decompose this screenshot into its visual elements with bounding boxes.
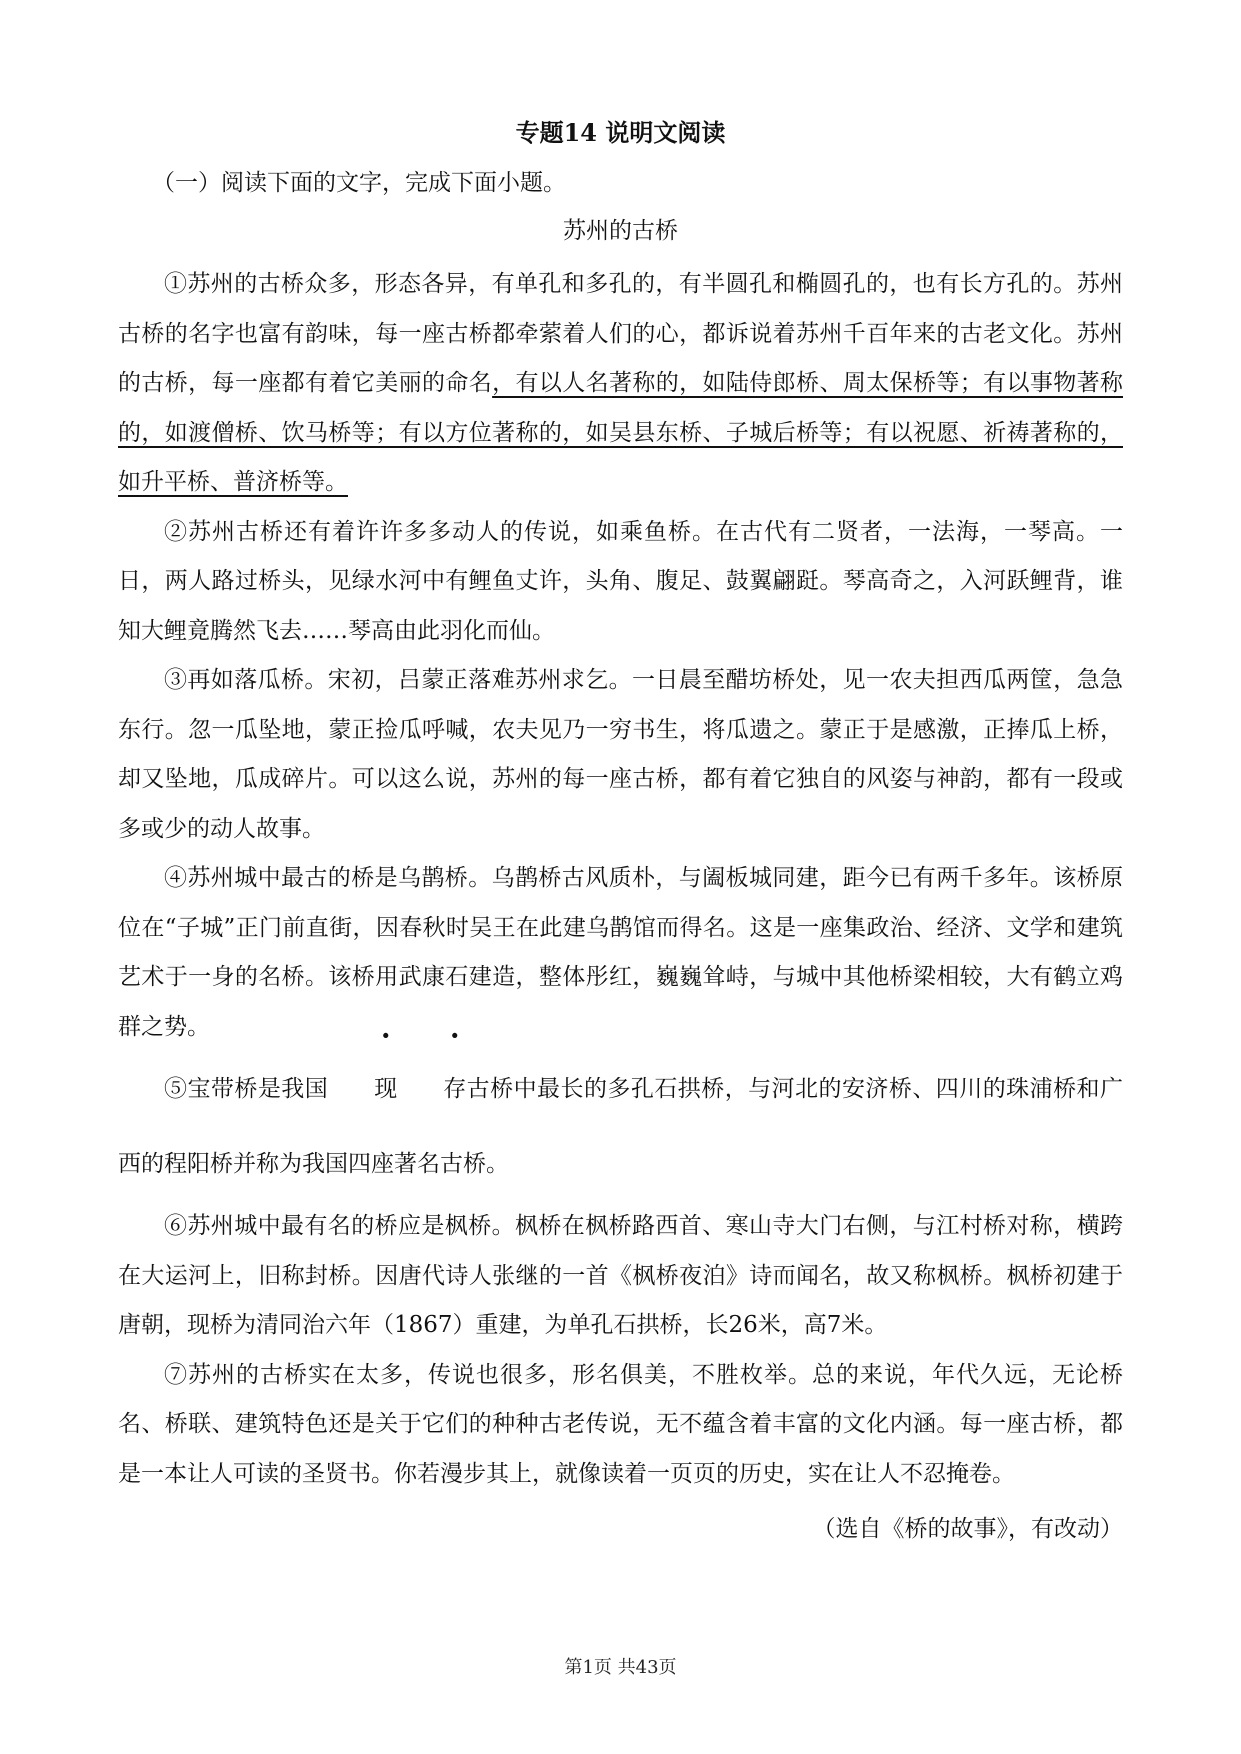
paragraph-3: ③再如落瓜桥。宋初，吕蒙正落难苏州求乞。一日晨至醋坊桥处，见一农夫担西瓜两筐，急急东行。忽一瓜坠地，蒙正捡瓜呼喊，农夫见乃一穷书生，将瓜遗之。蒙正于是感激，正捧瓜上桥，却又坠地，瓜成碎片。可以这么说，苏州的每一座古桥，都有着它独自的风姿与神韵，都有一段或多或少的动人故事。 [118, 667, 1123, 842]
underlined-passage: ，有以人名著称的，如陆侍郎桥、周太保桥等；有以事物著称的，如渡僧桥、饮马桥等；有以方位著称的，如吴县东桥、子城后桥等；有以祝愿、祈祷著称的，如升平桥、普济桥等。 [118, 370, 1124, 495]
article-title: 苏州的古桥 [563, 218, 678, 244]
paragraph-2: ②苏州古桥还有着许许多多动人的传说，如乘鱼桥。在古代有二贤者，一法海，一琴高。一日，两人路过桥头，见绿水河中有鲤鱼丈许，头角、腹足、鼓翼翩跹。琴高奇之，入河跃鲤背，谁知大鲤竟腾然飞去……琴高由此羽化而仙。 [118, 518, 1123, 644]
paragraph-7: ⑦苏州的古桥实在太多，传说也很多，形名俱美，不胜枚举。总的来说，年代久远，无论桥名、桥联、建筑特色还是关于它们的种种古老传说，无不蕴含着丰富的文化内涵。每一座古桥，都是一本让人可读的圣贤书。你若漫步其上，就像读着一页页的历史，实在让人不忍掩卷。 [118, 1361, 1123, 1487]
paragraph-5-text-start: ⑤宝带桥是我国 [164, 1076, 329, 1102]
paragraph-5-text-end: 古桥中最长的多孔石拱桥，与河北的安济桥、四川的珠浦桥和广西的程阳桥并称为我国四座著名古桥。 [118, 1076, 1124, 1177]
section-intro: （一）阅读下面的文字，完成下面小题。 [152, 170, 566, 196]
paragraph-4: ④苏州城中最古的桥是乌鹊桥。乌鹊桥古风质朴，与阖板城同建，距今已有两千多年。该桥原位在“子城”正门前直街，因春秋时吴王在此建乌鹊馆而得名。这是一座集政治、经济、文学和建筑艺术于一身的名桥。该桥用武康石建造，整体彤红，巍巍耸峙，与城中其他桥梁相较，大有鹤立鸡群之势。 [118, 865, 1123, 1040]
paragraph-6: ⑥苏州城中最有名的桥应是枫桥。枫桥在枫桥路西首、寒山寺大门右侧，与江村桥对称，横跨在大运河上，旧称封桥。因唐代诗人张继的一首《枫桥夜泊》诗而闻名，故又称枫桥。枫桥初建于唐朝，现桥为清同治六年（1867）重建，为单孔石拱桥，长26米，高7米。 [118, 1213, 1123, 1338]
source-note: （选自《桥的故事》，有改动） [812, 1516, 1123, 1542]
page-number-footer: 第1页 共43页 [564, 1657, 677, 1678]
emphasis-dot-char: 现 [374, 1076, 398, 1102]
page-title: 专题14 说明文阅读 [515, 118, 726, 147]
paragraph-5 [118, 1052, 1123, 1202]
emphasis-dot-char: 存 [443, 1076, 467, 1102]
paragraph-1-text: ①苏州的古桥众多，形态各异，有单孔和多孔的，有半圆孔和椭圆孔的，也有长方孔的。苏州古桥的名字也富有韵味，每一座古桥都牵萦着人们的心，都诉说着苏州千百年来的古老文化。苏州的古桥，每一座都有着它美丽的命名 [118, 271, 1123, 396]
article-body [118, 260, 1123, 1555]
paragraph-1 [118, 260, 1123, 508]
